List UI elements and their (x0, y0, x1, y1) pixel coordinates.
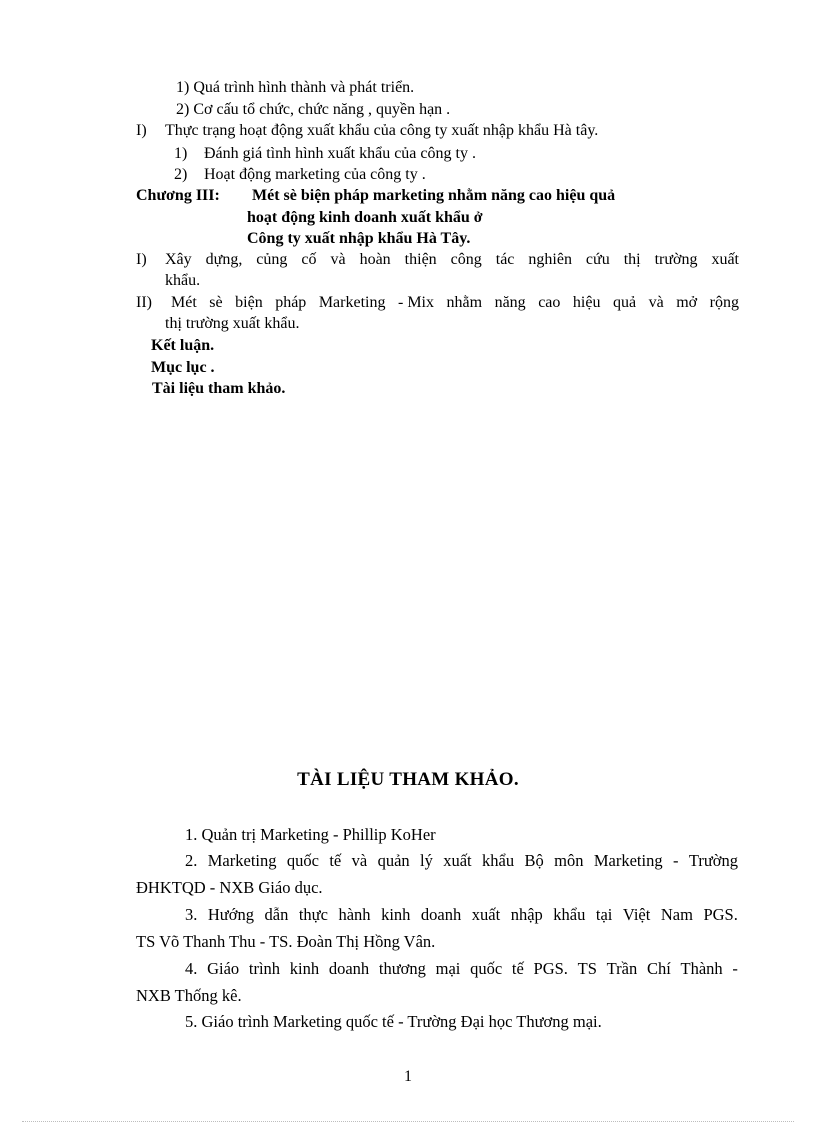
toc-references: Tài liệu tham khảo. (152, 380, 286, 397)
reference-item-4-cont: NXB Thống kê. (136, 986, 242, 1005)
toc-chapter3-title-line3: Công ty xuất nhập khẩu Hà Tây. (247, 230, 471, 247)
word: khẩu (553, 905, 586, 924)
toc-ch2-item2: 2) Cơ cấu tổ chức, chức năng , quyền hạn . (176, 101, 451, 118)
toc-chapter3-title-line2: hoạt động kinh doanh xuất khẩu ở (247, 209, 483, 226)
word: 4. (185, 959, 198, 978)
word: Xây (165, 251, 192, 268)
word: tác (495, 251, 515, 268)
word: mại (435, 959, 461, 978)
word: nghiên (528, 251, 572, 268)
word: thực (298, 905, 328, 924)
reference-item-3 (185, 904, 738, 926)
toc-ch2-item1: 1) Quá trình hình thành và phát triển. (176, 79, 415, 96)
toc-ch3-sec2-title-cont: thị trường xuất khẩu. (165, 315, 300, 332)
word: quốc (286, 851, 319, 870)
word: pháp (275, 294, 307, 311)
toc-ch3-sec2-title (171, 293, 739, 313)
word: hoàn (359, 251, 391, 268)
word: TS (577, 959, 597, 978)
word: trường (654, 251, 698, 268)
reference-item-4 (185, 958, 738, 980)
word: Chí (646, 959, 671, 978)
word: Trường (688, 851, 738, 870)
word: - (672, 851, 679, 870)
word: xuất (471, 905, 501, 924)
word: tại (595, 905, 613, 924)
page-number: 1 (404, 1068, 412, 1085)
toc-ch3-sec1-title-cont: khẩu. (165, 272, 201, 289)
toc-ch2-sec2-number: I) (136, 122, 147, 139)
word: nhập (510, 905, 543, 924)
word: quốc (470, 959, 503, 978)
word: Nam (660, 905, 693, 924)
word: rộng (709, 294, 739, 311)
word: thương (378, 959, 426, 978)
word: cố (301, 251, 317, 268)
toc-ch2-sec2-sub1-number: 1) (174, 145, 188, 162)
word: thị (623, 251, 641, 268)
word: năng (494, 294, 526, 311)
word: Mét (171, 294, 197, 311)
references-heading: TÀI LIỆU THAM KHẢO. (297, 769, 519, 790)
word: Marketing (207, 851, 277, 870)
word: Bộ (524, 851, 544, 870)
word: 3. (185, 905, 198, 924)
word: - Mix (398, 294, 434, 311)
word: công (450, 251, 482, 268)
toc-ch3-sec2-number: II) (136, 294, 152, 311)
word: Hướng (207, 905, 254, 924)
word: mở (676, 294, 698, 311)
word: PGS. (703, 905, 738, 924)
word: xuất (443, 851, 472, 870)
word: nhằm (446, 294, 483, 311)
word: Marketing (318, 294, 386, 311)
reference-item-1: 1. Quản trị Marketing - Phillip KoHer (185, 825, 436, 844)
word: quản (377, 851, 410, 870)
word: xuất (711, 251, 739, 268)
toc-conclusion: Kết luận. (151, 337, 215, 354)
word: và (648, 294, 664, 311)
word: và (351, 851, 368, 870)
toc-contents: Mục lục . (151, 359, 215, 376)
word: hiệu (572, 294, 601, 311)
word: cứu (585, 251, 610, 268)
word: kinh (381, 905, 411, 924)
toc-ch2-sec2-sub2-number: 2) (174, 166, 188, 183)
word: Trần (606, 959, 638, 978)
word: doanh (420, 905, 462, 924)
word: củng (256, 251, 288, 268)
word: biện (235, 294, 263, 311)
word: kinh (289, 959, 320, 978)
word: doanh (328, 959, 370, 978)
toc-ch3-sec1-title (165, 250, 739, 270)
word: hành (338, 905, 371, 924)
toc-chapter3-title-line1: Mét sè biện pháp marketing nhằm năng cao hiệu quả (252, 187, 616, 204)
toc-ch2-sec2-title: Thực trạng hoạt động xuất khẩu của công ty xuất nhập khẩu Hà tây. (165, 122, 599, 139)
toc-ch2-sec2-sub1-title: Đánh giá tình hình xuất khẩu của công ty . (204, 145, 476, 162)
word: dựng, (205, 251, 243, 268)
page-bottom-border (22, 1121, 794, 1122)
word: thiện (404, 251, 437, 268)
toc-chapter3-label: Chương III: (136, 187, 220, 204)
word: - (732, 959, 738, 978)
word: Thành (680, 959, 723, 978)
reference-item-2 (185, 850, 738, 872)
toc-ch2-sec2-sub2-title: Hoạt động marketing của công ty . (204, 166, 426, 183)
word: tế (511, 959, 524, 978)
word: Việt (622, 905, 651, 924)
word: cao (538, 294, 561, 311)
word: Marketing (593, 851, 663, 870)
reference-item-5: 5. Giáo trình Marketing quốc tế - Trường Đại học Thương mại. (185, 1012, 602, 1031)
reference-item-2-cont: ĐHKTQD - NXB Giáo dục. (136, 878, 323, 897)
reference-item-3-cont: TS Võ Thanh Thu - TS. Đoàn Thị Hồng Vân. (136, 932, 436, 951)
toc-ch3-sec1-number: I) (136, 251, 147, 268)
word: PGS. (533, 959, 568, 978)
word: khẩu (482, 851, 515, 870)
word: và (330, 251, 346, 268)
word: môn (554, 851, 584, 870)
word: trình (248, 959, 281, 978)
word: tế (329, 851, 342, 870)
word: quả (612, 294, 637, 311)
word: Giáo (207, 959, 240, 978)
word: lý (420, 851, 433, 870)
word: 2. (185, 851, 198, 870)
word: sè (209, 294, 223, 311)
word: dẫn (264, 905, 289, 924)
